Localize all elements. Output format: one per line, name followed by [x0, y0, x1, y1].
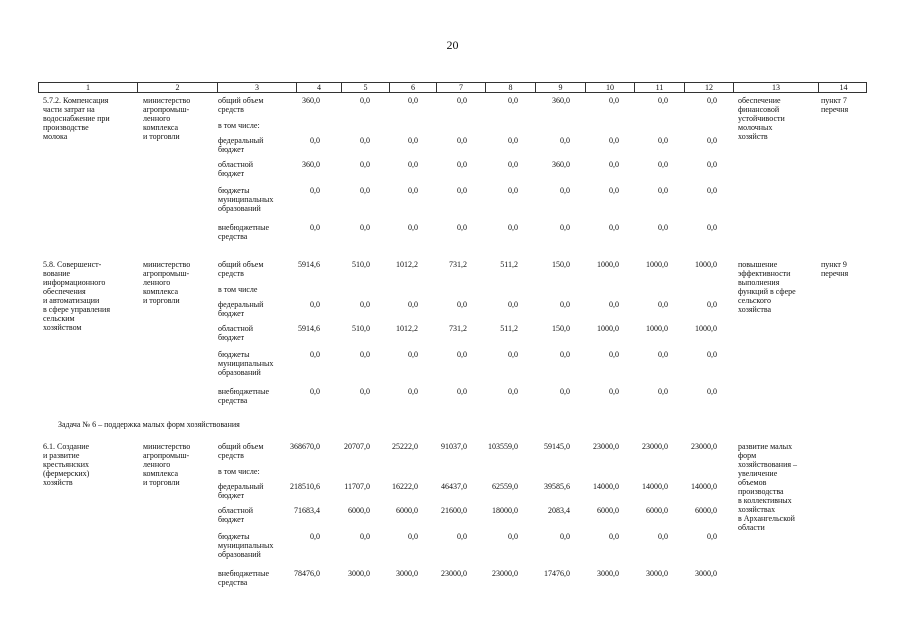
amount-cell: 1000,0: [597, 260, 619, 269]
measure-name-line: 5.7.2. Компенсация: [43, 96, 109, 105]
amount-cell: 0,0: [457, 96, 467, 105]
amount-cell: 0,0: [408, 350, 418, 359]
amount-cell: 360,0: [302, 160, 320, 169]
amount-cell: 510,0: [352, 324, 370, 333]
amount-cell: 0,0: [560, 532, 570, 541]
amount-cell: 5914,6: [298, 260, 320, 269]
executor-line: ленного: [143, 460, 171, 469]
amount-cell: 0,0: [408, 387, 418, 396]
column-header-3: 3: [217, 83, 296, 92]
amount-cell: 0,0: [658, 186, 668, 195]
amount-cell: 0,0: [658, 387, 668, 396]
amount-cell: 59145,0: [544, 442, 570, 451]
column-header-9: 9: [535, 83, 585, 92]
amount-cell: 20707,0: [344, 442, 370, 451]
amount-cell: 0,0: [408, 160, 418, 169]
amount-cell: 25222,0: [392, 442, 418, 451]
amount-cell: 3000,0: [646, 569, 668, 578]
measure-name-line: обеспечения: [43, 287, 86, 296]
measure-name-line: сельским: [43, 314, 75, 323]
measure-name-line: крестьянских: [43, 460, 90, 469]
amount-cell: 1000,0: [597, 324, 619, 333]
amount-cell: 0,0: [609, 387, 619, 396]
funding-source-label: областной: [218, 324, 254, 333]
amount-cell: 23000,0: [441, 569, 467, 578]
funding-source-label: образований: [218, 550, 261, 559]
reference-line: перечня: [821, 269, 849, 278]
funding-source-label: бюджет: [218, 169, 245, 178]
executor-line: агропромыш-: [143, 269, 190, 278]
funding-source-label: областной: [218, 160, 254, 169]
amount-cell: 0,0: [360, 223, 370, 232]
measure-name-line: (фермерских): [43, 469, 90, 478]
expected-result-line: хозяйствах: [738, 505, 776, 514]
amount-cell: 0,0: [609, 300, 619, 309]
funding-source-label: внебюджетные: [218, 223, 269, 232]
amount-cell: 0,0: [408, 96, 418, 105]
funding-source-label: в том числе:: [218, 467, 260, 476]
amount-cell: 0,0: [560, 350, 570, 359]
amount-cell: 0,0: [360, 136, 370, 145]
amount-cell: 0,0: [658, 350, 668, 359]
measure-name-line: производстве: [43, 123, 89, 132]
amount-cell: 23000,0: [593, 442, 619, 451]
amount-cell: 14000,0: [642, 482, 668, 491]
column-header-5: 5: [341, 83, 389, 92]
column-header-12: 12: [684, 83, 733, 92]
expected-result-line: форм: [738, 451, 757, 460]
amount-cell: 0,0: [707, 186, 717, 195]
column-header-4: 4: [296, 83, 341, 92]
executor-line: и торговли: [143, 132, 180, 141]
measure-name-line: информационного: [43, 278, 106, 287]
amount-cell: 0,0: [310, 223, 320, 232]
funding-source-label: средства: [218, 578, 248, 587]
amount-cell: 0,0: [707, 387, 717, 396]
amount-cell: 0,0: [508, 532, 518, 541]
amount-cell: 0,0: [560, 300, 570, 309]
executor-line: агропромыш-: [143, 451, 190, 460]
amount-cell: 0,0: [707, 532, 717, 541]
funding-source-label: внебюджетные: [218, 387, 269, 396]
expected-result-line: молочных: [738, 123, 773, 132]
amount-cell: 0,0: [457, 186, 467, 195]
amount-cell: 103559,0: [488, 442, 518, 451]
amount-cell: 150,0: [552, 324, 570, 333]
amount-cell: 0,0: [360, 96, 370, 105]
amount-cell: 0,0: [457, 387, 467, 396]
funding-source-label: бюджет: [218, 333, 245, 342]
amount-cell: 0,0: [457, 300, 467, 309]
amount-cell: 0,0: [360, 387, 370, 396]
funding-source-label: бюджеты: [218, 186, 250, 195]
amount-cell: 731,2: [449, 260, 467, 269]
measure-name-line: и автоматизации: [43, 296, 100, 305]
amount-cell: 0,0: [508, 160, 518, 169]
reference-line: пункт 9: [821, 260, 847, 269]
measure-name-line: части затрат на: [43, 105, 95, 114]
amount-cell: 78476,0: [294, 569, 320, 578]
amount-cell: 0,0: [508, 300, 518, 309]
amount-cell: 1012,2: [396, 324, 418, 333]
expected-result-line: обеспечение: [738, 96, 781, 105]
amount-cell: 1000,0: [695, 260, 717, 269]
expected-result-line: в коллективных: [738, 496, 792, 505]
amount-cell: 0,0: [560, 387, 570, 396]
expected-result-line: области: [738, 523, 765, 532]
funding-source-label: муниципальных: [218, 195, 274, 204]
task-heading: Задача № 6 – поддержка малых форм хозяйствования: [58, 420, 240, 429]
amount-cell: 0,0: [658, 136, 668, 145]
funding-source-label: муниципальных: [218, 541, 274, 550]
amount-cell: 0,0: [310, 387, 320, 396]
column-header-7: 7: [436, 83, 485, 92]
amount-cell: 2083,4: [548, 506, 570, 515]
measure-name-line: водоснабжение при: [43, 114, 110, 123]
funding-source-label: средства: [218, 396, 248, 405]
expected-result-line: устойчивости: [738, 114, 785, 123]
amount-cell: 6000,0: [597, 506, 619, 515]
expected-result-line: увеличение: [738, 469, 778, 478]
amount-cell: 0,0: [707, 300, 717, 309]
funding-source-label: бюджеты: [218, 350, 250, 359]
amount-cell: 150,0: [552, 260, 570, 269]
page-number: 20: [446, 38, 459, 52]
amount-cell: 3000,0: [597, 569, 619, 578]
amount-cell: 3000,0: [348, 569, 370, 578]
amount-cell: 6000,0: [646, 506, 668, 515]
expected-result-line: объемов: [738, 478, 767, 487]
measure-name-line: 5.8. Совершенст-: [43, 260, 102, 269]
amount-cell: 5914,6: [298, 324, 320, 333]
column-header-14: 14: [818, 83, 868, 92]
amount-cell: 1000,0: [646, 260, 668, 269]
executor-line: и торговли: [143, 478, 180, 487]
amount-cell: 11707,0: [344, 482, 370, 491]
executor-line: министерство: [143, 442, 191, 451]
funding-source-label: бюджет: [218, 145, 245, 154]
amount-cell: 0,0: [408, 186, 418, 195]
reference-line: пункт 7: [821, 96, 847, 105]
expected-result-line: функций в сфере: [738, 287, 796, 296]
amount-cell: 39585,6: [544, 482, 570, 491]
amount-cell: 6000,0: [348, 506, 370, 515]
expected-result-line: выполнения: [738, 278, 780, 287]
funding-source-label: федеральный: [218, 136, 264, 145]
amount-cell: 0,0: [707, 350, 717, 359]
amount-cell: 23000,0: [691, 442, 717, 451]
amount-cell: 0,0: [707, 136, 717, 145]
expected-result-line: хозяйствования –: [738, 460, 798, 469]
column-header-10: 10: [585, 83, 634, 92]
funding-source-label: бюджеты: [218, 532, 250, 541]
amount-cell: 368670,0: [290, 442, 320, 451]
measure-name-line: 6.1. Создание: [43, 442, 90, 451]
executor-line: министерство: [143, 260, 191, 269]
funding-source-label: средства: [218, 232, 248, 241]
amount-cell: 0,0: [609, 136, 619, 145]
amount-cell: 360,0: [552, 160, 570, 169]
amount-cell: 0,0: [457, 532, 467, 541]
amount-cell: 0,0: [310, 136, 320, 145]
amount-cell: 0,0: [707, 96, 717, 105]
amount-cell: 0,0: [457, 350, 467, 359]
amount-cell: 218510,6: [290, 482, 320, 491]
amount-cell: 0,0: [508, 186, 518, 195]
column-header-2: 2: [137, 83, 217, 92]
funding-source-label: федеральный: [218, 482, 264, 491]
amount-cell: 17476,0: [544, 569, 570, 578]
amount-cell: 6000,0: [396, 506, 418, 515]
amount-cell: 0,0: [360, 350, 370, 359]
measure-name-line: хозяйством: [43, 323, 82, 332]
expected-result-line: хозяйств: [738, 132, 768, 141]
amount-cell: 0,0: [508, 96, 518, 105]
amount-cell: 91037,0: [441, 442, 467, 451]
funding-source-label: общий объем: [218, 260, 264, 269]
amount-cell: 3000,0: [695, 569, 717, 578]
amount-cell: 0,0: [508, 223, 518, 232]
amount-cell: 0,0: [508, 350, 518, 359]
measure-name-line: вование: [43, 269, 71, 278]
amount-cell: 0,0: [310, 186, 320, 195]
funding-source-label: бюджет: [218, 491, 245, 500]
amount-cell: 0,0: [508, 136, 518, 145]
amount-cell: 18000,0: [492, 506, 518, 515]
amount-cell: 0,0: [609, 186, 619, 195]
amount-cell: 0,0: [658, 96, 668, 105]
column-header-6: 6: [389, 83, 436, 92]
amount-cell: 0,0: [360, 160, 370, 169]
amount-cell: 14000,0: [691, 482, 717, 491]
amount-cell: 3000,0: [396, 569, 418, 578]
funding-source-label: средств: [218, 105, 244, 114]
funding-source-label: общий объем: [218, 96, 264, 105]
table-header-row: [38, 82, 867, 93]
funding-source-label: образований: [218, 368, 261, 377]
amount-cell: 0,0: [609, 160, 619, 169]
expected-result-line: эффективности: [738, 269, 791, 278]
measure-name-line: хозяйств: [43, 478, 73, 487]
amount-cell: 0,0: [310, 300, 320, 309]
column-header-11: 11: [634, 83, 684, 92]
amount-cell: 731,2: [449, 324, 467, 333]
amount-cell: 0,0: [609, 96, 619, 105]
amount-cell: 46437,0: [441, 482, 467, 491]
amount-cell: 0,0: [658, 300, 668, 309]
amount-cell: 16222,0: [392, 482, 418, 491]
executor-line: комплекса: [143, 469, 179, 478]
amount-cell: 0,0: [707, 160, 717, 169]
amount-cell: 23000,0: [492, 569, 518, 578]
executor-line: ленного: [143, 278, 171, 287]
executor-line: ленного: [143, 114, 171, 123]
amount-cell: 0,0: [408, 532, 418, 541]
amount-cell: 0,0: [707, 223, 717, 232]
amount-cell: 0,0: [360, 532, 370, 541]
amount-cell: 0,0: [658, 160, 668, 169]
expected-result-line: финансовой: [738, 105, 780, 114]
amount-cell: 360,0: [302, 96, 320, 105]
amount-cell: 0,0: [560, 136, 570, 145]
measure-name-line: молока: [43, 132, 68, 141]
reference-line: перечня: [821, 105, 849, 114]
amount-cell: 511,2: [500, 260, 518, 269]
expected-result-line: в Архангельской: [738, 514, 795, 523]
executor-line: и торговли: [143, 296, 180, 305]
amount-cell: 0,0: [457, 160, 467, 169]
amount-cell: 1012,2: [396, 260, 418, 269]
amount-cell: 0,0: [658, 223, 668, 232]
funding-source-label: средств: [218, 269, 244, 278]
amount-cell: 0,0: [658, 532, 668, 541]
funding-source-label: бюджет: [218, 515, 245, 524]
column-header-8: 8: [485, 83, 535, 92]
funding-source-label: средств: [218, 451, 244, 460]
funding-source-label: федеральный: [218, 300, 264, 309]
amount-cell: 0,0: [508, 387, 518, 396]
funding-source-label: бюджет: [218, 309, 245, 318]
amount-cell: 71683,4: [294, 506, 320, 515]
amount-cell: 0,0: [360, 300, 370, 309]
funding-source-label: муниципальных: [218, 359, 274, 368]
amount-cell: 62559,0: [492, 482, 518, 491]
funding-source-label: в том числе: [218, 285, 258, 294]
funding-source-label: общий объем: [218, 442, 264, 451]
amount-cell: 0,0: [560, 223, 570, 232]
amount-cell: 0,0: [408, 136, 418, 145]
expected-result-line: сельского: [738, 296, 771, 305]
column-header-13: 13: [733, 83, 818, 92]
measure-name-line: в сфере управления: [43, 305, 110, 314]
amount-cell: 0,0: [560, 186, 570, 195]
amount-cell: 0,0: [457, 136, 467, 145]
amount-cell: 0,0: [457, 223, 467, 232]
amount-cell: 14000,0: [593, 482, 619, 491]
amount-cell: 21600,0: [441, 506, 467, 515]
amount-cell: 1000,0: [646, 324, 668, 333]
amount-cell: 23000,0: [642, 442, 668, 451]
amount-cell: 0,0: [310, 350, 320, 359]
amount-cell: 0,0: [360, 186, 370, 195]
measure-name-line: и развитие: [43, 451, 80, 460]
amount-cell: 0,0: [408, 223, 418, 232]
amount-cell: 510,0: [352, 260, 370, 269]
amount-cell: 1000,0: [695, 324, 717, 333]
amount-cell: 6000,0: [695, 506, 717, 515]
amount-cell: 0,0: [609, 223, 619, 232]
amount-cell: 0,0: [609, 532, 619, 541]
executor-line: министерство: [143, 96, 191, 105]
funding-source-label: в том числе:: [218, 121, 260, 130]
amount-cell: 511,2: [500, 324, 518, 333]
expected-result-line: повышение: [738, 260, 778, 269]
expected-result-line: развитие малых: [738, 442, 793, 451]
executor-line: агропромыш-: [143, 105, 190, 114]
amount-cell: 0,0: [408, 300, 418, 309]
executor-line: комплекса: [143, 123, 179, 132]
column-header-1: 1: [86, 83, 90, 92]
executor-line: комплекса: [143, 287, 179, 296]
funding-source-label: областной: [218, 506, 254, 515]
funding-source-label: внебюджетные: [218, 569, 269, 578]
expected-result-line: производства: [738, 487, 784, 496]
amount-cell: 0,0: [310, 532, 320, 541]
funding-source-label: образований: [218, 204, 261, 213]
expected-result-line: хозяйства: [738, 305, 772, 314]
amount-cell: 0,0: [609, 350, 619, 359]
amount-cell: 360,0: [552, 96, 570, 105]
